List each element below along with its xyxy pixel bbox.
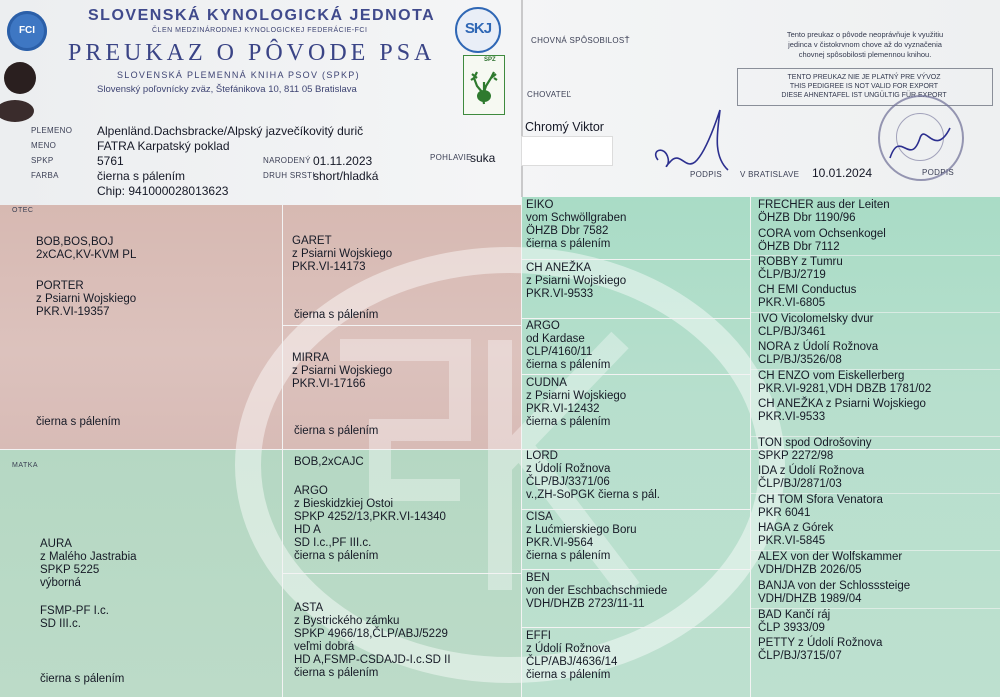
grid-line-h-g3-6 [521,569,751,570]
sire-sire: GARET z Psiarni Wojskiego PKR.VI-14173 [292,235,393,273]
signature-label-2: PODPIS [922,168,955,177]
ancestor-registration: PKR.VI-9281,VDH DBZB 1781/02 [758,383,932,395]
ancestor-name: CORA vom Ochsenkogel [758,228,886,240]
gen4-5 [758,313,873,339]
grid-line-v2 [521,197,522,697]
gen4-3 [758,256,843,282]
gen3-1: EIKO vom Schwöllgraben ÖHZB Dbr 7582 čierna s pálením [526,199,627,250]
gen4-6 [758,341,878,367]
breed-value: Alpenländ.Dachsbracke/Alpský jazvečíkovitý durič [97,124,364,138]
name-label: MENO [31,141,57,150]
skj-logo: SKJ [455,7,501,53]
ancestor-registration: PKR 6041 [758,507,811,519]
dam: AURA z Malého Jastrabia SPKP 5225 výborná FSMP-PF I.c. SD III.c. [40,538,137,630]
ancestor-name: IVO Vicolomelsky dvur [758,313,874,325]
gen3-5: LORD z Údolí Rožnova ČLP/BJ/3371/06 v.,ZH-SoPGK čierna s pál. [526,450,660,501]
ancestor-registration: ÖHZB Dbr 7112 [758,241,840,253]
breeder-label: CHOVATEĽ [527,90,572,99]
grid-line-v3 [750,197,751,697]
ancestor-name: CH EMI Conductus [758,284,857,296]
color-label: FARBA [31,171,59,180]
breed-label: PLEMENO [31,126,73,135]
gen4-13 [758,551,902,577]
gen4-8 [758,398,926,424]
sire-dam-color: čierna s pálením [294,425,379,437]
gen4-4 [758,284,856,310]
gen3-3: ARGO od Kardase CLP/4160/11 čierna s pálením [526,320,611,371]
grid-line-g4-7 [750,608,1000,609]
ancestor-registration: ČLP/BJ/2719 [758,269,826,281]
document-title: PREUKAZ O PÔVODE PSA [68,40,436,66]
coat-value: short/hladká [313,169,379,183]
ancestor-name: FRECHER aus der Leiten [758,199,890,211]
issue-date: 10.01.2024 [812,166,873,180]
name-value: FATRA Karpatský poklad [97,139,230,153]
gen4-15 [758,609,830,635]
sire: BOB,BOS,BOJ 2xCAC,KV-KVM PL PORTER z Psiarni Wojskiego PKR.VI-19357 [36,236,137,318]
gen4-12 [758,522,833,548]
sex-label: POHLAVIE [430,153,472,162]
address: Slovenský poľovnícky zväz, Štefánikova 10, 811 05 Bratislava [97,84,357,95]
grid-line-g4-4 [750,436,1000,437]
ancestor-name: NORA z Údolí Rožnova [758,341,879,353]
grid-line-g4-6 [750,550,1000,551]
gen3-7: BEN von der Eschbachschmiede VDH/DHZB 2723/11-11 [526,572,668,610]
grid-line-g4-1 [750,255,1000,256]
grid-line-h-g3-5 [521,509,751,510]
ancestor-name: BANJA von der Schlosssteige [758,580,911,592]
deer-icon [469,66,499,106]
grid-line-h-g3-3 [521,374,751,375]
export-note: TENTO PREUKAZ NIE JE PLATNÝ PRE VÝVOZ THIS PEDIGREE IS NOT VALID FOR EXPORT DIESE AHNENTAFEL IST UNGÜLTIG FÜR EXPORT [781,74,947,99]
spkp-value: 5761 [97,154,124,168]
dam-color: čierna s pálením [40,673,125,685]
gen4-10 [758,465,864,491]
org-name: SLOVENSKÁ KYNOLOGICKÁ JEDNOTA [88,7,436,24]
gen4-7 [758,370,931,396]
ancestor-registration: ČLP 3933/09 [758,622,825,634]
dam-dam: ASTA z Bystrického zámku SPKP 4966/18,ČLP/ABJ/5229 veľmi dobrá HD A,FSMP-CSDAJD-I.c.SD II čierna s pálením [294,602,451,679]
issue-place-label: V BRATISLAVE [740,170,800,179]
ancestor-name: BAD Kančí ráj [758,609,831,621]
gen4-16 [758,637,882,663]
ancestor-registration: ČLP/BJ/2871/03 [758,478,842,490]
grid-line-h-g3-1 [521,259,751,260]
ancestor-registration: CLP/BJ/3461 [758,326,826,338]
ancestor-name: PETTY z Údolí Rožnova [758,637,883,649]
stud-book: SLOVENSKÁ PLEMENNÁ KNIHA PSOV (SPKP) [117,70,360,80]
gen3-4: CUDNA z Psiarni Wojskiego PKR.VI-12432 čierna s pálením [526,377,627,428]
grid-line-h-m [282,573,522,574]
sire-label: OTEC [12,207,34,214]
gen4-9 [758,437,872,463]
signature-label: PODPIS [690,170,723,179]
spz-logo: SPZ [463,55,505,115]
org-subtitle: ČLEN MEDZINÁRODNEJ KYNOLOGICKEJ FEDERÁCIE-FCI [152,27,368,34]
ancestor-name: TON spod Odrošoviny [758,437,872,449]
signature-2 [880,108,960,178]
gen4-1 [758,199,890,225]
redacted-box [521,136,613,166]
grid-line-v1 [282,205,283,697]
chip-value: Chip: 941000028013623 [97,184,229,198]
ancestor-registration: PKR.VI-5845 [758,535,826,547]
ancestor-registration: PKR.VI-6805 [758,297,826,309]
grid-line-g4-3 [750,369,1000,370]
ancestor-name: ROBBY z Tumru [758,256,843,268]
ancestor-registration: PKR.VI-9533 [758,411,826,423]
sire-dam: MIRRA z Psiarni Wojskiego PKR.VI-17166 [292,352,393,390]
gen3-6: CISA z Lućmierskiego Boru PKR.VI-9564 čierna s pálením [526,511,637,562]
ancestor-registration: VDH/DHZB 2026/05 [758,564,862,576]
breeder-name: Chromý Viktor [525,120,604,134]
dam-sire: BOB,2xCAJC ARGO z Bieskidzkiej Ostoi SPKP 4252/13,PKR.VI-14340 HD A SD I.c.,PF III.c. čierna s pálením [294,456,446,562]
sire-sire-color: čierna s pálením [294,309,379,321]
grid-line-g4-2 [750,312,1000,313]
gen4-11 [758,494,883,520]
coat-label: DRUH SRSTI [263,171,315,180]
sex-value: suka [470,151,496,165]
born-label: NARODENÝ [263,156,311,165]
sire-color: čierna s pálením [36,416,121,428]
gen3-8: EFFI z Údolí Rožnova ČLP/ABJ/4636/14 čierna s pálením [526,630,618,681]
ancestor-registration: CLP/BJ/3526/08 [758,354,842,366]
grid-line-g4-5 [750,493,1000,494]
grid-line-h-g3-2 [521,318,751,319]
ancestor-name: ALEX von der Wolfskammer [758,551,903,563]
eligibility-note: Tento preukaz o pôvode neoprávňuje k využitiu jedinca v čistokrvnom chove až do vyznačenia chovnej spôsobilosti plemennou knihou. [786,30,944,59]
ancestor-registration: VDH/DHZB 1989/04 [758,593,862,605]
spkp-label: SPKP [31,156,54,165]
ancestor-registration: SPKP 2272/98 [758,450,834,462]
punch-hole-top [4,62,36,94]
punch-hole-bottom [0,100,34,122]
ancestor-registration: ÖHZB Dbr 1190/96 [758,212,856,224]
ancestor-name: CH ANEŽKA z Psiarni Wojskiego [758,398,926,410]
gen3-2: CH ANEŽKA z Psiarni Wojskiego PKR.VI-9533 [526,262,627,300]
breeding-eligibility-label: CHOVNÁ SPÔSOBILOSŤ [531,36,630,45]
ancestor-name: IDA z Údolí Rožnova [758,465,865,477]
born-value: 01.11.2023 [313,154,373,168]
ancestor-name: CH ENZO vom Eiskellerberg [758,370,905,382]
ancestor-registration: ČLP/BJ/3715/07 [758,650,842,662]
fci-logo: FCI [7,11,47,51]
gen4-14 [758,580,910,606]
signature-1 [640,100,740,180]
gen4-2 [758,228,886,254]
ancestor-name: CH TOM Sfora Venatora [758,494,883,506]
grid-line-h-f [282,325,522,326]
ancestor-name: HAGA z Górek [758,522,834,534]
color-value: čierna s pálením [97,169,186,183]
grid-line-h-g3-7 [521,627,751,628]
dam-label: MATKA [12,462,39,469]
